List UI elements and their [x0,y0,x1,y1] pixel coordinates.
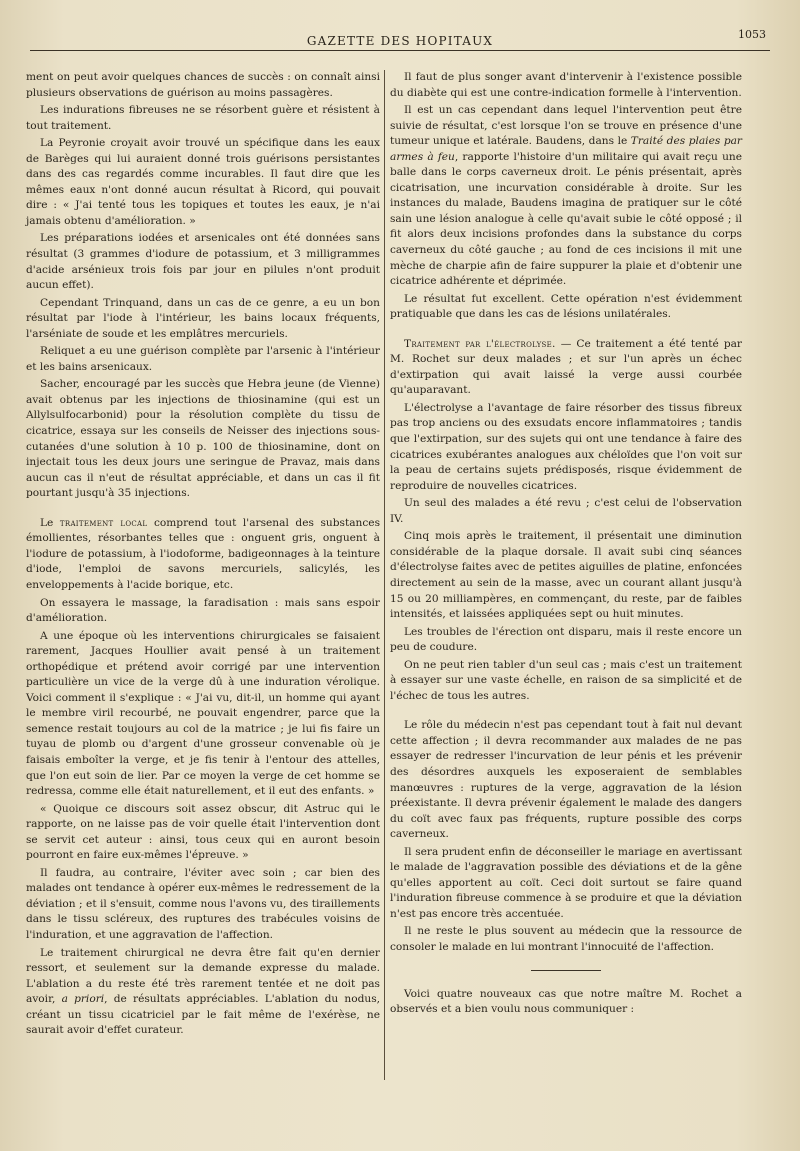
book-title: Traité des plaies par armes à feu [390,135,742,163]
paragraph: ment on peut avoir quelques chances de succès : on connaît ainsi plusieurs observations de guérison au moins passagères. [26,71,380,99]
paragraph: Les indurations fibreuses ne se résorbent guère et résistent à tout traitement. [26,104,380,132]
page-header [30,26,770,51]
paragraph: Voici quatre nouveaux cas que notre maître M. Rochet a observés et a bien voulu nous communiquer : [390,987,742,1016]
paragraph: Le résultat fut excellent. Cette opération n'est évidemment pratiquable que dans les cas de lésions unilatérales. [390,292,742,321]
text-run: Il est un cas cependant dans lequel l'intervention peut être suivie de résultat, c'est lorsque l'on se trouve en présence d'une tumeur unique et latérale. Baudens, dans le [390,104,742,148]
paragraph: Cependant Trinquand, dans un cas de ce genre, a eu un bon résultat par l'iode à l'intérieur, les bains locaux fréquents, l'arséniate de soude et les emplâtres mercuriels. [26,296,380,340]
text-run: Le [40,516,60,529]
text-run: , de résultats appréciables. L'ablation du nodus, créant un tissu cicatriciel par le fait même de l'exérèse, ne saurait avoir d'effet curateur. [26,993,381,1037]
paragraph: « Quoique ce discours soit assez obscur, dit Astruc qui le rapporte, on ne laisse pas de voir quelle était l'intervention dont se servit cet auteur : ainsi, tous ceux qui en auront besoin pourront en faire eux-mêmes l'épreuve. » [26,802,380,862]
paragraph: Il faut de plus songer avant d'intervenir à l'existence possible du diabète qui est une contre-indication formelle à l'intervention. [390,71,742,99]
paragraph: La Peyronie croyait avoir trouvé un spécifique dans les eaux de Barèges qui lui auraient donné trois guérisons persistantes dans des cas regardés comme incurables. Il faut dire que les mêmes eaux n'ont donné aucun résultat à Ricord, qui pouvait dire : « J'ai tenté tous les topiques et toutes les eaux, je n'ai jamais obtenu d'amélioration. » [26,137,380,227]
paragraph: Sacher, encouragé par les succès que Hebra jeune (de Vienne) avait obtenus par les injections de thiosinamine (qui est un Allylsulfocarbonid) pour la résolution complète du tissu de cicatrice, essaya sur les conseils de Neisser des injections sous-cutanées d'une solution à 10 p. 100 de thiosinamine, dont on injectait tous les deux jours une seringue de Pravaz, mais dans aucun cas il n'eut de résultat appréciable, et dans un cas il fit pourtant jusqu'à 35 injections. [26,378,380,500]
section-heading-electrolysis: Traitement par l'électrolyse. [404,337,556,350]
italic-text: a priori [61,993,105,1006]
paragraph-electrolysis [390,337,742,399]
paragraph: Il faudra, au contraire, l'éviter avec soin ; car bien des malades ont tendance à opérer eux-mêmes le redressement de la déviation ; et il s'ensuit, comme nous l'avons vu, des tiraillements dans le tissu scléreux, des ruptures des trabécules voisins de l'induration, et une aggravation de l'affection. [26,866,380,941]
text-run: comprend tout l'arsenal des substances émollientes, résorbantes telles que : onguent gris, onguent à l'iodure de potassium, à l'iodoforme, badigeonnages à la teinture d'iode, l'emploi de savons mercuriels, salicylés, les enveloppements à l'acide borique, etc. [26,516,381,591]
paragraph-local-treatment [26,516,380,594]
paragraph [390,103,742,290]
paragraph: Le rôle du médecin n'est pas cependant tout à fait nul devant cette affection ; il devra recommander aux malades de ne pas essayer de redresser l'incurvation de leur pénis et les prévenir des désordres auxquels les exposeraient de semblables manœuvres : ruptures de la verge, aggravation de la lésion préexistante. Il devra prévenir également le malade des dangers du coït avec faux pas fréquents, rupture possible des corps caverneux. [390,719,742,841]
section-separator [531,970,601,971]
paragraph: On essayera le massage, la faradisation : mais sans espoir d'amélioration. [26,596,380,625]
text-run: , rapporte l'histoire d'un militaire qui avait reçu une balle dans le corps caverneux droit. Le pénis présentait, après cicatrisation, une incurvation considérable à droite. Sur les instances du malade, Baudens imagina de pratiquer sur le côté sain une lésion analogue à celle qu'avait subie le côté opposé ; il fit alors deux incisions profondes dans la substance du corps caverneux du côté gauche ; au fond de ces incisions il mit une mèche de charpie afin de faire suppurer la plaie et d'obtenir une cicatrice adhérente et déprimée. [390,150,742,288]
paragraph: Reliquet a eu une guérison complète par l'arsenic à l'intérieur et les bains arsenicaux. [26,345,380,373]
text-run: — Ce traitement a été tenté par M. Rochet sur deux malades ; et sur l'un après un échec d'extirpation qui avait laissé la verge aussi courbée qu'auparavant. [390,337,742,397]
text-run: Le traitement chirurgical ne devra être fait qu'en dernier ressort, et seulement sur la demande expresse du malade. L'ablation a du reste été très rarement tentée et ne doit pas avoir, [26,946,380,1006]
paragraph: A une époque où les interventions chirurgicales se faisaient rarement, Jacques Houllier avait pensé à un traitement orthopédique et prétend avoir corrigé par une intervention particulière un vice de la verge dû à une induration vérolique. Voici comment il s'explique : « J'ai vu, dit-il, un homme qui ayant le membre viril recourbé, ne pouvait engendrer, parce que la semence restait toujours au col de la matrice ; je lui fis faire un tuyau de plomb ou d'argent d'une grosseur convenable où je faisais emboîter la verge, et je fis tenir à l'entour des attelles, que l'on eut soin de lier. Par ce moyen la verge de cet homme se redressa, comme elle était naturellement, et il eut des enfants. » [26,629,380,798]
paragraph: Il sera prudent enfin de déconseiller le mariage en avertissant le malade de l'aggravation possible des déviations et de la gêne qu'elles apportent au coït. Ceci doit surtout se faire quand l'induration fibreuse commence à se produire et que la déviation n'est pas encore très accentuée. [390,845,742,920]
right-column [390,70,742,1020]
paragraph: On ne peut rien tabler d'un seul cas ; mais c'est un traitement à essayer sur une vaste échelle, en raison de sa simplicité et de l'échec de tous les autres. [390,658,742,702]
page-number: 1053 [738,28,766,41]
paragraph [26,946,380,1039]
left-column [26,70,380,1041]
section-heading-local-treatment: traitement local [59,516,148,529]
paragraph: Les préparations iodées et arsenicales ont été données sans résultat (3 grammes d'iodure de potassium, et 3 milligrammes d'acide arsénieux trois fois par jour en pilules n'ont produit aucun effet). [26,232,380,292]
paragraph: L'électrolyse a l'avantage de faire résorber des tissus fibreux pas trop anciens ou des exsudats encore inflammatoires ; tandis que l'extirpation, sur des sujets qui ont une tendance à faire des cicatrices exubérantes analogues aux chéloïdes que l'on voit sur la peau de certains sujets prédisposés, risque évidemment de reproduire de nouvelles cicatrices. [390,401,742,492]
paragraph: Un seul des malades a été revu ; c'est celui de l'observation IV. [390,497,742,525]
column-divider [384,70,385,1080]
paragraph: Cinq mois après le traitement, il présentait une diminution considérable de la plaque dorsale. Il avait subi cinq séances d'électrolyse faites avec de petites aiguilles de platine, enfoncées directement au sein de la masse, avec un courant allant jusqu'à 15 ou 20 milliampères, en commençant, du reste, par de faibles intensités, et laissées appliquées sept ou huit minutes. [390,530,743,621]
paragraph: Les troubles de l'érection ont disparu, mais il reste encore un peu de coudure. [390,625,742,654]
journal-title: GAZETTE DES HOPITAUX [306,34,494,48]
paragraph: Il ne reste le plus souvent au médecin que la ressource de consoler le malade en lui montrant l'innocuité de l'affection. [390,925,742,953]
